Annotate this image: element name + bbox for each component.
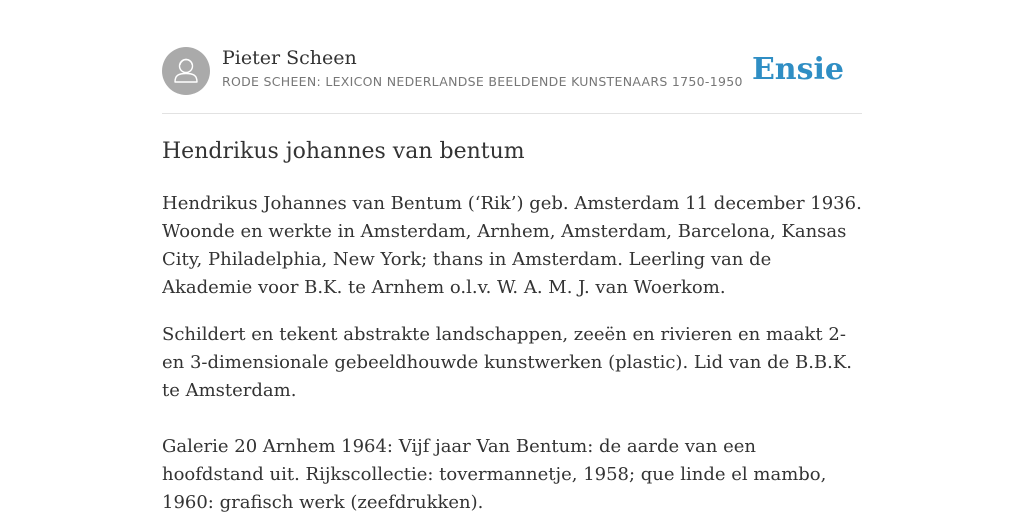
source-name[interactable]: RODE SCHEEN: LEXICON NEDERLANDSE BEELDENDE KUNSTENAARS 1750-1950 <box>222 74 743 89</box>
header-divider <box>162 113 862 114</box>
author-avatar[interactable] <box>162 47 210 95</box>
article-page <box>162 0 862 512</box>
user-icon <box>162 47 210 95</box>
entry-paragraph: Schildert en tekent abstrakte landschappen, zeeën en rivieren en maakt 2- en 3-dimensionale gebeeldhouwde kunstwerken (plastic). Lid van de B.B.K. te Amsterdam. <box>162 324 853 401</box>
author-name[interactable]: Pieter Scheen <box>222 47 357 69</box>
entry-paragraph: Hendrikus Johannes van Bentum (‘Rik’) geb. Amsterdam 11 december 1936. Woonde en werkte in Amsterdam, Arnhem, Amsterdam, Barcelona, Kansas City, Philadelphia, New York; thans in Amsterdam. Leerling van de Akademie voor B.K. te Arnhem o.l.v. W. A. M. J. van Woerkom. <box>162 193 862 298</box>
entry-title: Hendrikus johannes van bentum <box>162 139 525 164</box>
article-header <box>162 46 862 96</box>
ensie-logo[interactable]: Ensie <box>751 52 844 87</box>
entry-paragraph: Galerie 20 Arnhem 1964: Vijf jaar Van Bentum: de aarde van een hoofdstand uit. Rijkscollectie: tovermannetje, 1958; que linde el mambo, 1960: grafisch werk (zeefdrukken). <box>162 436 827 512</box>
